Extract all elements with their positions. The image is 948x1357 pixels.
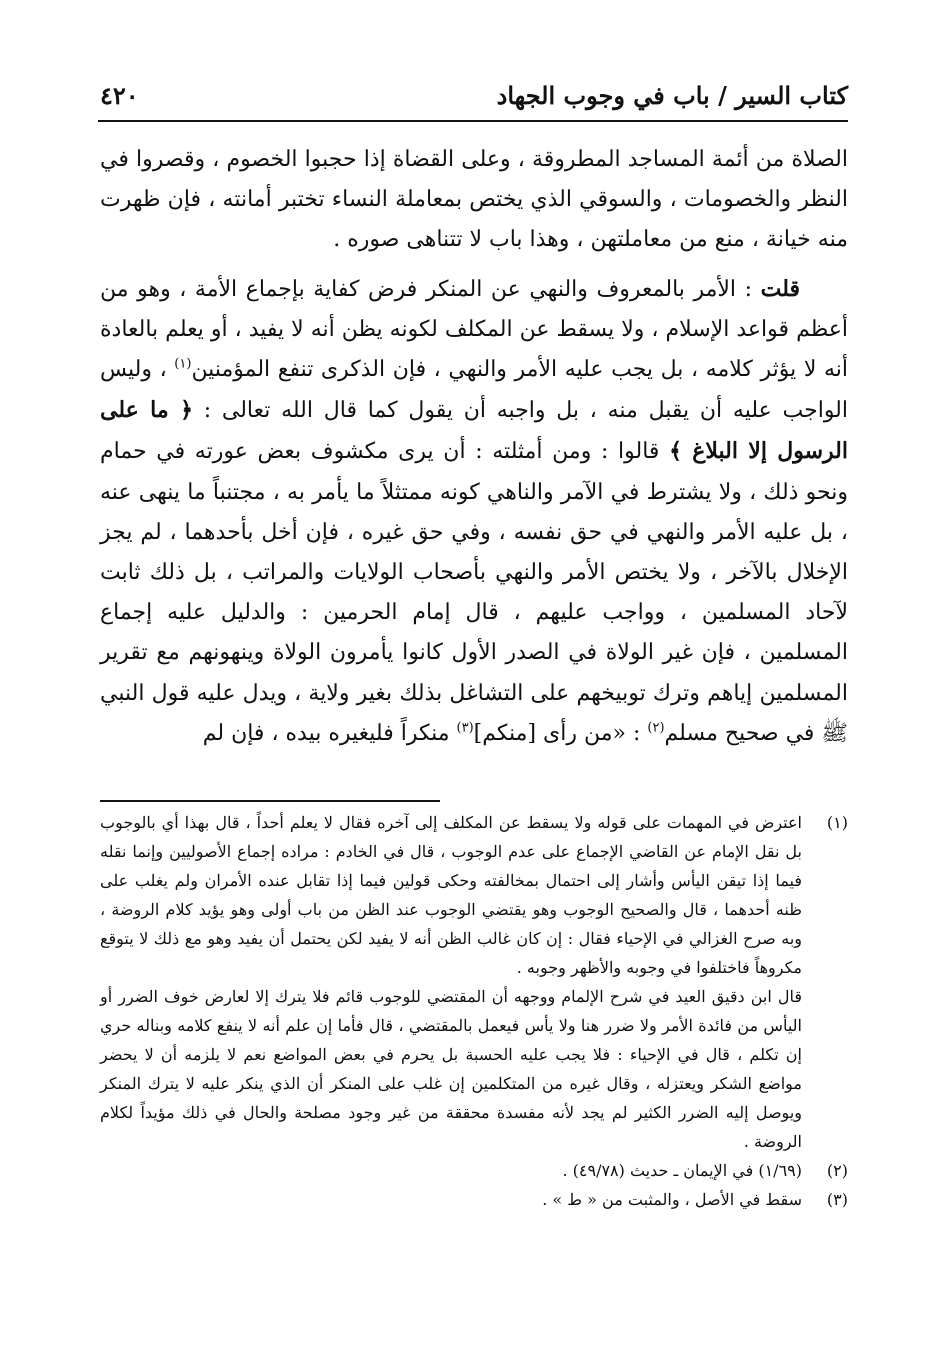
paragraph-1-text: الصلاة من أئمة المساجد المطروقة ، وعلى القضاة إذا حجبوا الخصوم ، وقصروا في النظر والخصومات ، والسوقي الذي يختص بمعاملة النساء تختبر أمانته ، فإن ظهرت منه خيانة ، منع من معاملتهن ، وهذا باب لا تتناهى صوره . — [100, 147, 848, 253]
main-text — [100, 140, 848, 754]
footnote-text — [100, 808, 802, 1156]
header-divider — [98, 120, 848, 122]
footnote-divider — [100, 800, 440, 802]
paragraph-2-part-c: قالوا : ومن أمثلته : أن يرى مكشوف بعض عورته في حمام ونحو ذلك ، ولا يشترط في الآمر والناهي كونه ممتثلاً ما يأمر به ، مجتنباً ما ينهى عنه ، بل عليه الأمر والنهي في حق نفسه ، وفي حق غيره ، فإن أخل بأحدهما ، لم يجز الإخلال بالآخر ، ولا يختص الأمر والنهي بأصحاب الولايات والمراتب ، بل ذلك ثابت لآحاد المسلمين ، وواجب عليهم ، قال إمام الحرمين : والدليل عليه إجماع المسلمين ، فإن غير الولاة في الصدر الأول كانوا يأمرون الولاة وينهونهم مع تقرير المسلمين إياهم وترك توبيخهم على التشاغل بذلك بغير ولاية ، ويدل عليه قول النبي ﷺ في صحيح مسلم — [100, 439, 848, 746]
footnote-1-paragraph-2: قال ابن دقيق العيد في شرح الإلمام ووجهه أن المقتضي للوجوب قائم فلا يترك إلا لعارض خوف الضرر أو اليأس من فائدة الأمر ولا ضرر هنا ولا يأس فيعمل بالمقتضي ، قال فأما إن علم أنه لا ينفع كلامه وبناله حري إن تكلم ، قال في الإحياء : فلا يجب عليه الحسبة بل يحرم في بعض المواضع نعم لا يلزمه أن لا يحضر مواضع الشكر ويعتزله ، وقال غيره من المتكلمين إن غلب على المنكر أن الذي ينكر عليه لا يترك المنكر ويوصل إليه الضرر الكثير لم يجد لأنه مفسدة محققة من غير وجود مصلحة والحال في ذلك مؤيداً لكلام الروضة . — [100, 987, 803, 1151]
footnote-1 — [100, 808, 848, 1156]
paragraph-2-part-a: : الأمر بالمعروف والنهي عن المنكر فرض كفاية بإجماع الأمة ، وهو من أعظم قواعد الإسلام ، ولا يسقط عن المكلف لكونه يظن أنه لا يفيد ، أو يعلم بالعادة أنه لا يؤثر كلامه ، بل يجب عليه الأمر والنهي ، فإن الذكرى تنفع المؤمنين — [100, 276, 848, 383]
paragraph-2-part-e: منكراً فليغيره بيده ، فإن لم — [202, 720, 457, 746]
page-number: ٤٢٠ — [100, 81, 139, 110]
footnote-number: (٢) — [826, 1161, 848, 1180]
footnote-2 — [100, 1156, 848, 1185]
footnote-3 — [100, 1185, 848, 1214]
paragraph-2-part-b: ، وليس الواجب عليه أن يقبل منه ، بل واجبه أن يقول كما قال الله تعالى : — [100, 357, 848, 424]
footnote-text: (١/٦٩) في الإيمان ـ حديث (٤٩/٧٨) . — [562, 1161, 802, 1180]
footnote-number: (١) — [826, 813, 848, 832]
footnote-text: سقط في الأصل ، والمثبت من « ط » . — [542, 1190, 802, 1209]
paragraph-2-part-d: : «من رأى [منكم] — [473, 720, 648, 746]
footnote-number: (٣) — [826, 1190, 848, 1209]
running-title: كتاب السير / باب في وجوب الجهاد — [496, 81, 848, 110]
paragraph-2 — [100, 269, 848, 754]
footnote-ref-3: (٣) — [456, 720, 474, 736]
footnote-ref-1: (١) — [174, 356, 192, 372]
footnote-ref-2: (٢) — [647, 720, 665, 736]
quran-quote: ﴿ ما على الرسول إلا البلاغ ﴾ — [100, 397, 848, 465]
footnotes — [100, 808, 848, 1214]
footnote-1-paragraph-1: اعترض في المهمات على قوله ولا يسقط عن المكلف إلى آخره فقال لا يعلم أحداً ، قال بهذا أي بالوجوب بل نقل الإمام عن القاضي الإجماع على عدم الوجوب ، قال في الخادم : مراده إجماع الأصوليين وإنما نقله فيما إذا تيقن اليأس وأشار إلى احتمال بمخالفته وحكى قولين فيما إذا تقابل عنده الأمران ولم يغلب على ظنه أحدهما ، قال والصحيح الوجوب وهو يقتضي الوجوب عند الظن من باب أولى وهو يؤيد كلام الروضة ، وبه صرح الغزالي في الإحياء فقال : إن كان غالب الظن أنه لا يفيد لكن يحتمل أن يفيد وهو مع ذلك لا يتوقع مكروهاً فاختلفوا في وجوبه والأظهر وجوبه . — [100, 813, 802, 977]
paragraph-1 — [100, 140, 848, 261]
page-header — [100, 78, 848, 114]
qult-label: قلت — [760, 275, 800, 302]
